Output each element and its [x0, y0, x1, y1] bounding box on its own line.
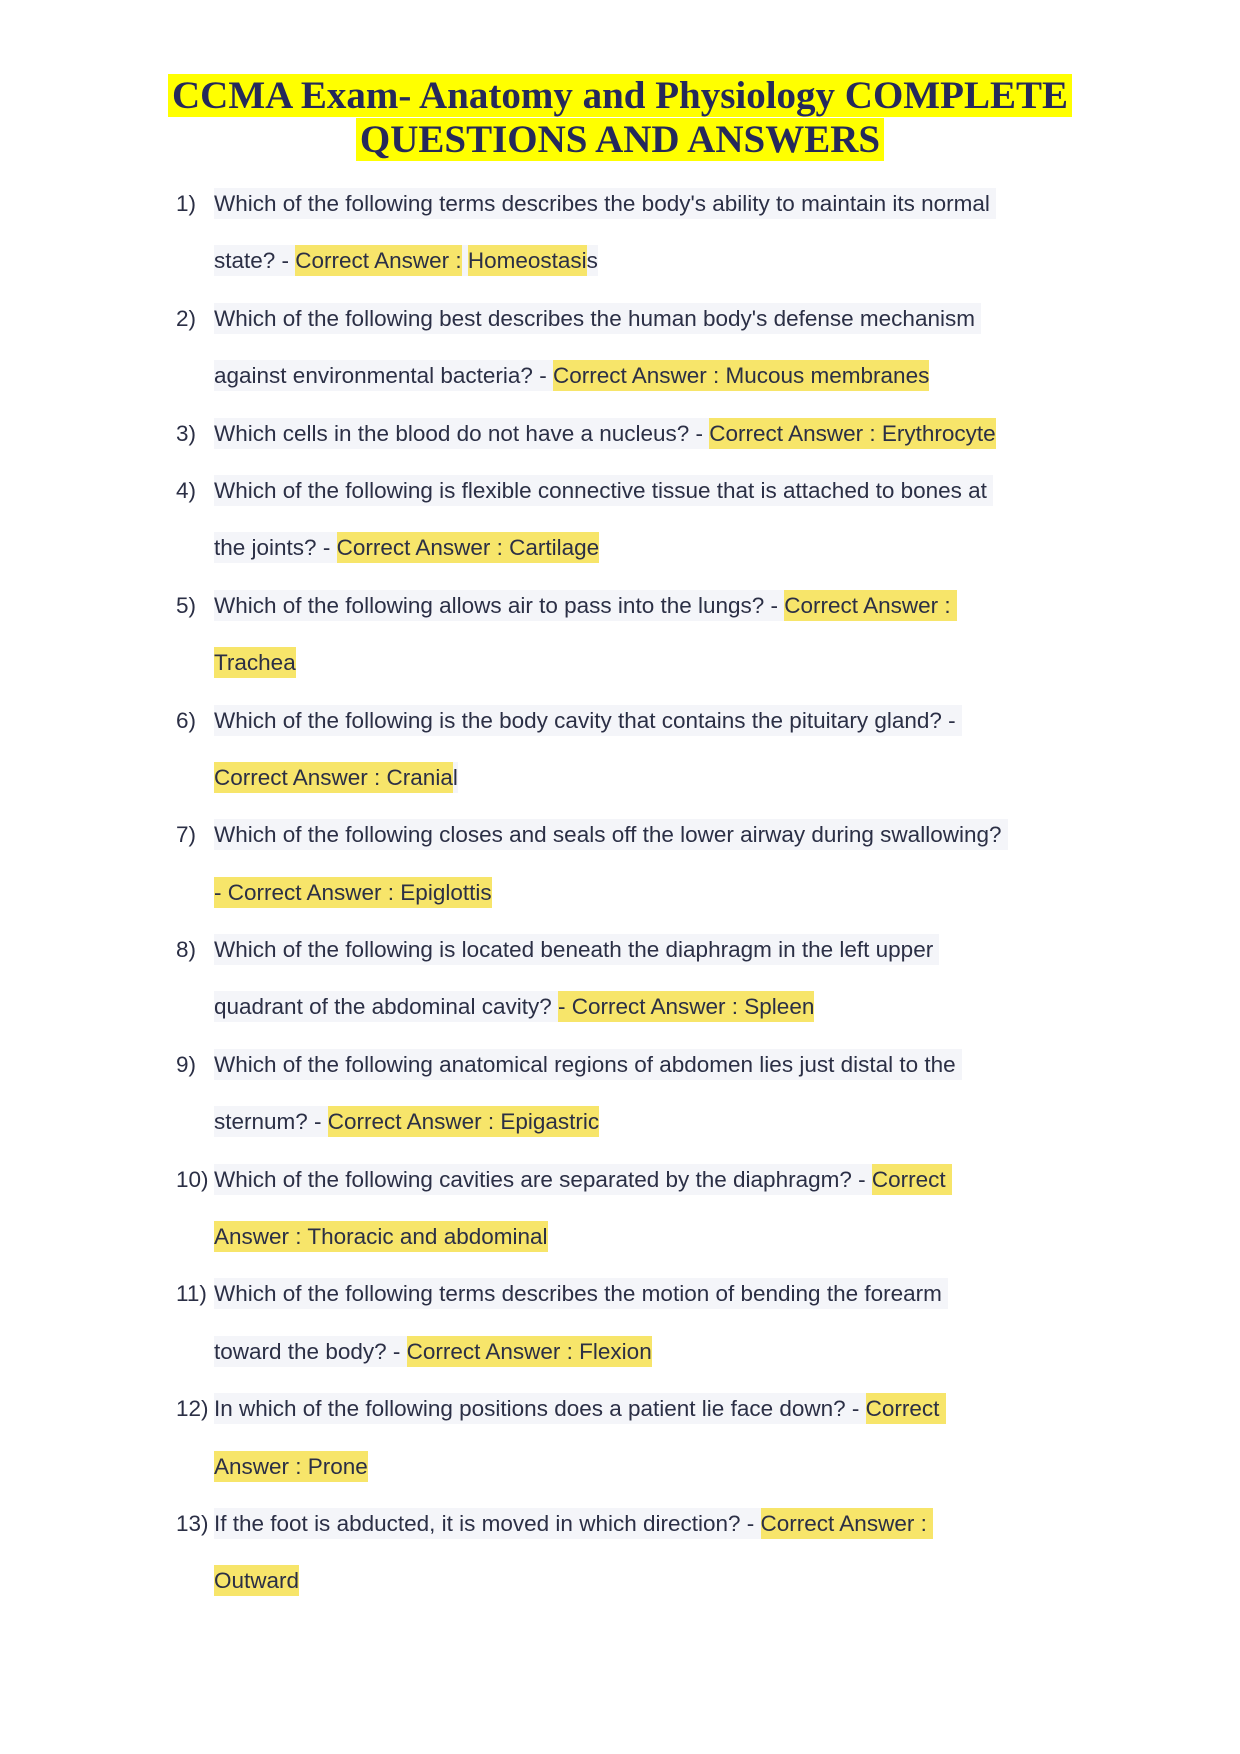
correct-answer-highlight: Correct Answer : Mucous membranes — [553, 360, 929, 391]
question-text: sternum? - — [214, 1106, 328, 1137]
question-text: Which of the following terms describes the motion of bending the forearm — [214, 1278, 948, 1309]
correct-answer-highlight: Correct Answer : Crania — [214, 762, 453, 793]
question-line — [214, 634, 1008, 691]
question-line — [214, 577, 1008, 634]
question-item — [176, 1495, 1008, 1610]
question-line — [214, 175, 1008, 232]
question-number: 11) — [176, 1281, 207, 1307]
question-number: 5) — [176, 592, 197, 618]
correct-answer-highlight: Correct Answer : Epigastric — [328, 1106, 599, 1137]
question-line — [214, 405, 1008, 462]
question-text: quadrant of the abdominal cavity? — [214, 991, 558, 1022]
question-line — [214, 806, 1008, 863]
correct-answer-highlight: Correct — [872, 1164, 952, 1195]
document-title — [0, 74, 1240, 162]
question-item — [176, 405, 1008, 462]
question-text — [462, 245, 468, 276]
question-line — [214, 921, 1008, 978]
correct-answer-highlight: Correct Answer : — [295, 245, 461, 276]
question-item — [176, 1036, 1008, 1151]
question-text: Which of the following anatomical regions of abdomen lies just distal to the — [214, 1049, 962, 1080]
question-text: l — [453, 762, 458, 793]
title-line-1: CCMA Exam- Anatomy and Physiology COMPLETE — [168, 74, 1072, 117]
question-line — [214, 1438, 1008, 1495]
question-number: 1) — [176, 191, 197, 216]
correct-answer-highlight: Correct Answer : Flexion — [407, 1336, 652, 1367]
question-line — [214, 1036, 1008, 1093]
question-text: Which of the following cavities are separated by the diaphragm? - — [214, 1164, 872, 1195]
question-line — [214, 347, 1008, 404]
question-line — [214, 749, 1008, 806]
question-number: 8) — [176, 937, 197, 963]
question-line — [214, 1552, 1008, 1609]
question-text: Which cells in the blood do not have a nucleus? - — [214, 418, 709, 449]
question-text: Which of the following best describes the human body's defense mechanism — [214, 303, 981, 334]
question-text: Which of the following closes and seals off the lower airway during swallowing? — [214, 819, 1008, 850]
question-line — [214, 864, 1008, 921]
question-text: Which of the following is flexible connective tissue that is attached to bones at — [214, 475, 993, 506]
question-text: Which of the following is located beneath the diaphragm in the left upper — [214, 934, 939, 965]
correct-answer-highlight: Outward — [214, 1565, 299, 1596]
question-text: In which of the following positions does a patient lie face down? - — [214, 1393, 866, 1424]
correct-answer-highlight: - Correct Answer : Spleen — [558, 991, 814, 1022]
question-line — [214, 232, 1008, 289]
question-line — [214, 1208, 1008, 1265]
question-line — [214, 1093, 1008, 1150]
question-list — [176, 175, 1008, 1610]
question-text: toward the body? - — [214, 1336, 407, 1367]
question-item — [176, 290, 1008, 405]
question-line — [214, 1495, 1008, 1552]
correct-answer-highlight: Homeostasi — [468, 245, 587, 276]
question-text: s — [587, 245, 598, 276]
question-text: Which of the following terms describes the body's ability to maintain its normal — [214, 188, 996, 219]
correct-answer-highlight: Trachea — [214, 647, 296, 678]
question-item — [176, 806, 1008, 921]
title-line-2: QUESTIONS AND ANSWERS — [356, 118, 884, 161]
question-line — [214, 519, 1008, 576]
correct-answer-highlight: Correct Answer : Cartilage — [337, 532, 600, 563]
question-item — [176, 175, 1008, 290]
question-item — [176, 692, 1008, 807]
question-line — [214, 692, 1008, 749]
question-item — [176, 1265, 1008, 1380]
question-text: state? - — [214, 245, 295, 276]
correct-answer-highlight: Correct Answer : Erythrocyte — [709, 418, 995, 449]
question-text: Which of the following is the body cavity that contains the pituitary gland? - — [214, 705, 962, 736]
question-text: the joints? - — [214, 532, 337, 563]
question-number: 13) — [176, 1510, 209, 1536]
question-text: against environmental bacteria? - — [214, 360, 553, 391]
question-item — [176, 921, 1008, 1036]
question-number: 2) — [176, 305, 197, 331]
question-number: 6) — [176, 707, 197, 733]
question-item — [176, 1151, 1008, 1266]
question-number: 12) — [176, 1396, 209, 1422]
question-item — [176, 577, 1008, 692]
correct-answer-highlight: Answer : Prone — [214, 1451, 368, 1482]
correct-answer-highlight: Answer : Thoracic and abdominal — [214, 1221, 548, 1252]
question-text: Which of the following allows air to pass into the lungs? - — [214, 590, 784, 621]
correct-answer-highlight: - Correct Answer : Epiglottis — [214, 877, 492, 908]
question-number: 10) — [176, 1166, 209, 1192]
question-line — [214, 1265, 1008, 1322]
question-item — [176, 1380, 1008, 1495]
correct-answer-highlight: Correct — [866, 1393, 946, 1424]
question-line — [214, 1151, 1008, 1208]
question-number: 4) — [176, 477, 197, 503]
correct-answer-highlight: Correct Answer : — [761, 1508, 934, 1539]
question-line — [214, 978, 1008, 1035]
question-number: 9) — [176, 1051, 197, 1077]
question-line — [214, 1380, 1008, 1437]
question-line — [214, 1323, 1008, 1380]
question-line — [214, 290, 1008, 347]
question-text: If the foot is abducted, it is moved in which direction? - — [214, 1508, 761, 1539]
question-number: 7) — [176, 822, 197, 848]
question-line — [214, 462, 1008, 519]
question-item — [176, 462, 1008, 577]
correct-answer-highlight: Correct Answer : — [784, 590, 957, 621]
question-number: 3) — [176, 420, 197, 446]
